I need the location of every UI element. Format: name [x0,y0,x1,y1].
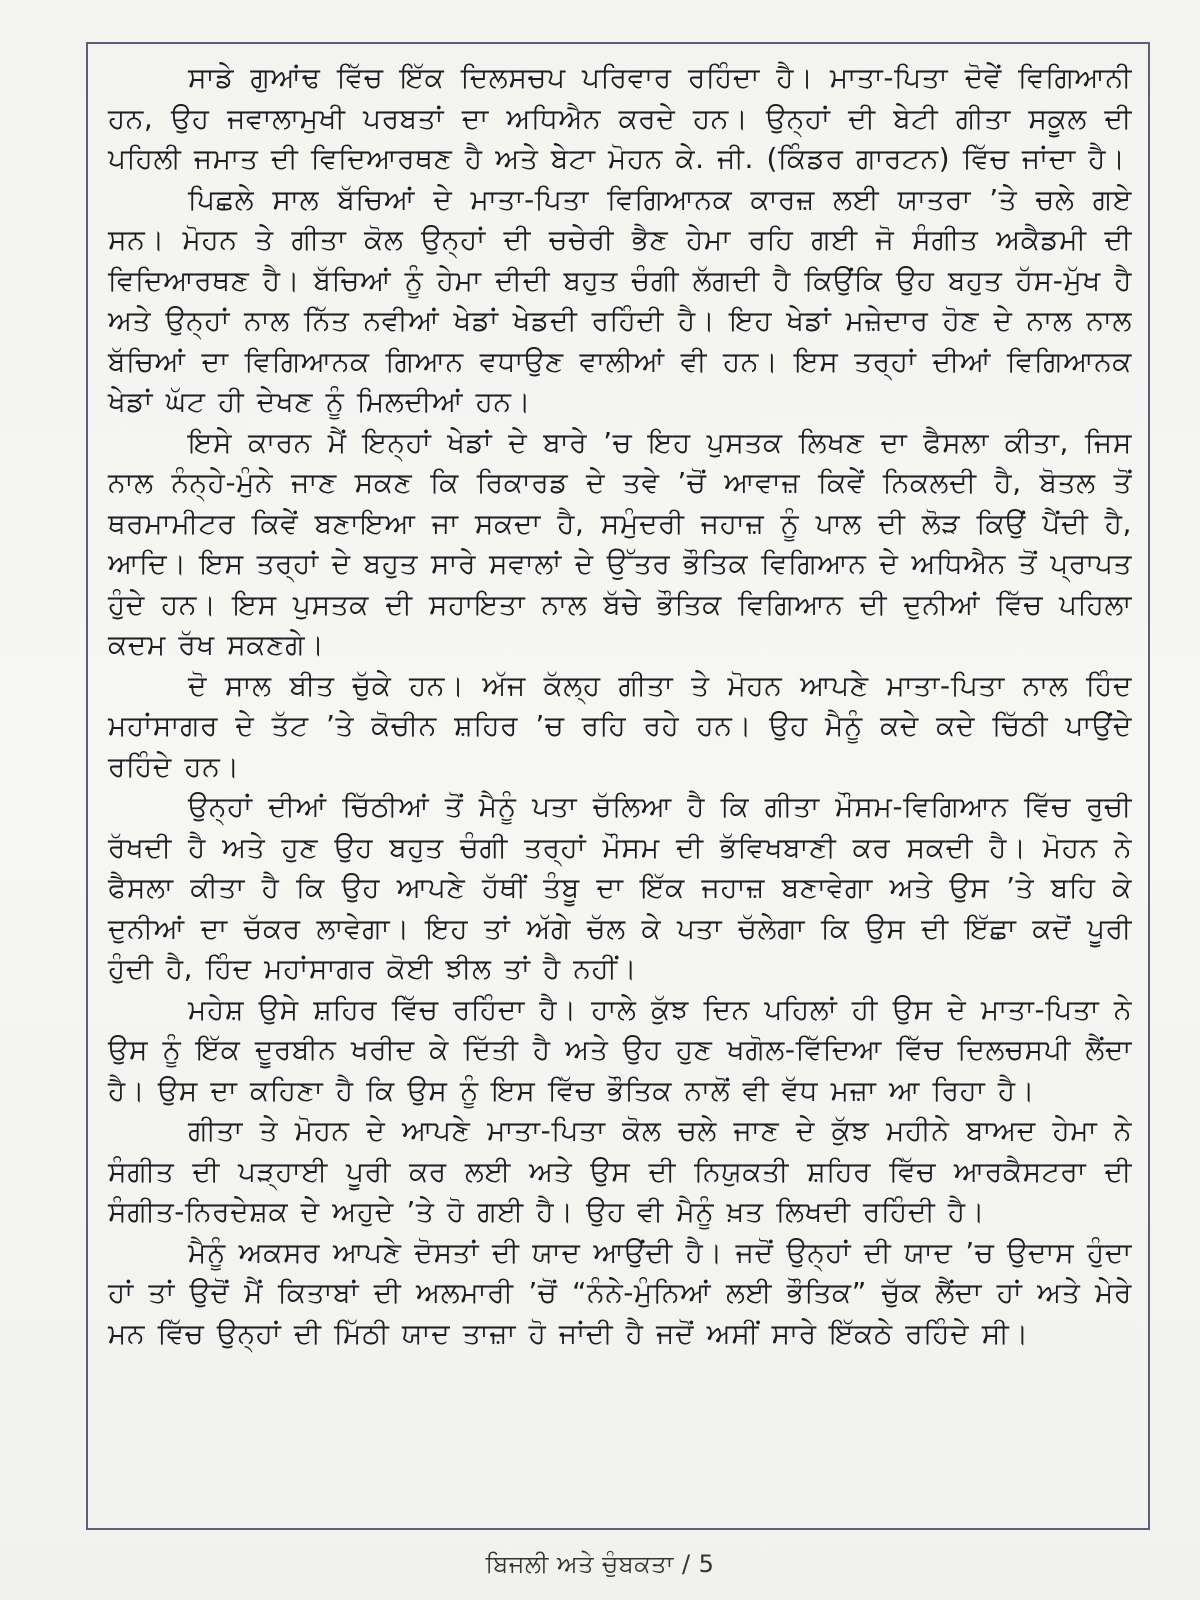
paragraph-5: ਉਨ੍ਹਾਂ ਦੀਆਂ ਚਿੱਠੀਆਂ ਤੋਂ ਮੈਨੂੰ ਪਤਾ ਚੱਲਿਆ ਹੈ ਕਿ ਗੀਤਾ ਮੌਸਮ-ਵਿਗਿਆਨ ਵਿੱਚ ਰੁਚੀ ਰੱਖਦੀ ਹੈ ਅਤੇ ਹੁਣ ਉਹ ਬਹੁਤ ਚੰਗੀ ਤਰ੍ਹਾਂ ਮੌਸਮ ਦੀ ਭੱਵਿਖਬਾਣੀ ਕਰ ਸਕਦੀ ਹੈ। ਮੋਹਨ ਨੇ ਫੈਸਲਾ ਕੀਤਾ ਹੈ ਕਿ ਉਹ ਆਪਣੇ ਹੱਥੀਂ ਤੰਬੂ ਦਾ ਇੱਕ ਜਹਾਜ਼ ਬਣਾਵੇਗਾ ਅਤੇ ਉਸ ’ਤੇ ਬਹਿ ਕੇ ਦੁਨੀਆਂ ਦਾ ਚੱਕਰ ਲਾਵੇਗਾ। ਇਹ ਤਾਂ ਅੱਗੇ ਚੱਲ ਕੇ ਪਤਾ ਚੱਲੇਗਾ ਕਿ ਉਸ ਦੀ ਇੱਛਾ ਕਦੋਂ ਪੂਰੀ ਹੁੰਦੀ ਹੈ, ਹਿੰਦ ਮਹਾਂਸਾਗਰ ਕੋਈ ਝੀਲ ਤਾਂ ਹੈ ਨਹੀਂ। [108,790,1132,985]
paragraph-8: ਮੈਨੂੰ ਅਕਸਰ ਆਪਣੇ ਦੋਸਤਾਂ ਦੀ ਯਾਦ ਆਉਂਦੀ ਹੈ। ਜਦੋਂ ਉਨ੍ਹਾਂ ਦੀ ਯਾਦ ’ਚ ਉਦਾਸ ਹੁੰਦਾ ਹਾਂ ਤਾਂ ਉਦੋਂ ਮੈਂ ਕਿਤਾਬਾਂ ਦੀ ਅਲਮਾਰੀ ’ਚੋਂ “ਨੰਨੇ-ਮੁੰਨਿਆਂ ਲਈ ਭੌਤਿਕ” ਚੁੱਕ ਲੈਂਦਾ ਹਾਂ ਅਤੇ ਮੇਰੇ ਮਨ ਵਿੱਚ ਉਨ੍ਹਾਂ ਦੀ ਮਿੱਠੀ ਯਾਦ ਤਾਜ਼ਾ ਹੋ ਜਾਂਦੀ ਹੈ ਜਦੋਂ ਅਸੀਂ ਸਾਰੇ ਇੱਕਠੇ ਰਹਿੰਦੇ ਸੀ। [108,1235,1132,1350]
body-text [108,58,1132,1354]
paragraph-4: ਦੋ ਸਾਲ ਬੀਤ ਚੁੱਕੇ ਹਨ। ਅੱਜ ਕੱਲ੍ਹ ਗੀਤਾ ਤੇ ਮੋਹਨ ਆਪਣੇ ਮਾਤਾ-ਪਿਤਾ ਨਾਲ ਹਿੰਦ ਮਹਾਂਸਾਗਰ ਦੇ ਤੱਟ ’ਤੇ ਕੋਚੀਨ ਸ਼ਹਿਰ ’ਚ ਰਹਿ ਰਹੇ ਹਨ। ਉਹ ਮੈਨੂੰ ਕਦੇ ਕਦੇ ਚਿੱਠੀ ਪਾਉਂਦੇ ਰਹਿੰਦੇ ਹਨ। [108,668,1132,783]
paragraph-2: ਪਿਛਲੇ ਸਾਲ ਬੱਚਿਆਂ ਦੇ ਮਾਤਾ-ਪਿਤਾ ਵਿਗਿਆਨਕ ਕਾਰਜ਼ ਲਈ ਯਾਤਰਾ ’ਤੇ ਚਲੇ ਗਏ ਸਨ। ਮੋਹਨ ਤੇ ਗੀਤਾ ਕੋਲ ਉਨ੍ਹਾਂ ਦੀ ਚਚੇਰੀ ਭੈਣ ਹੇਮਾ ਰਹਿ ਗਈ ਜੋ ਸੰਗੀਤ ਅਕੈਡਮੀ ਦੀ ਵਿਦਿਆਰਥਣ ਹੈ। ਬੱਚਿਆਂ ਨੂੰ ਹੇਮਾ ਦੀਦੀ ਬਹੁਤ ਚੰਗੀ ਲੱਗਦੀ ਹੈ ਕਿਉਂਕਿ ਉਹ ਬਹੁਤ ਹੱਸ-ਮੁੱਖ ਹੈ ਅਤੇ ਉਨ੍ਹਾਂ ਨਾਲ ਨਿੱਤ ਨਵੀਆਂ ਖੇਡਾਂ ਖੇਡਦੀ ਰਹਿੰਦੀ ਹੈ। ਇਹ ਖੇਡਾਂ ਮਜ਼ੇਦਾਰ ਹੋਣ ਦੇ ਨਾਲ ਨਾਲ ਬੱਚਿਆਂ ਦਾ ਵਿਗਿਆਨਕ ਗਿਆਨ ਵਧਾਉਣ ਵਾਲੀਆਂ ਵੀ ਹਨ। ਇਸ ਤਰ੍ਹਾਂ ਦੀਆਂ ਵਿਗਿਆਨਕ ਖੇਡਾਂ ਘੱਟ ਹੀ ਦੇਖਣ ਨੂੰ ਮਿਲਦੀਆਂ ਹਨ। [108,182,1132,418]
paragraph-1: ਸਾਡੇ ਗੁਆਂਢ ਵਿੱਚ ਇੱਕ ਦਿਲਸਚਪ ਪਰਿਵਾਰ ਰਹਿੰਦਾ ਹੈ। ਮਾਤਾ-ਪਿਤਾ ਦੋਵੇਂ ਵਿਗਿਆਨੀ ਹਨ, ਉਹ ਜਵਾਲਾਮੁਖੀ ਪਰਬਤਾਂ ਦਾ ਅਧਿਐਨ ਕਰਦੇ ਹਨ। ਉਨ੍ਹਾਂ ਦੀ ਬੇਟੀ ਗੀਤਾ ਸਕੂਲ ਦੀ ਪਹਿਲੀ ਜਮਾਤ ਦੀ ਵਿਦਿਆਰਥਣ ਹੈ ਅਤੇ ਬੇਟਾ ਮੋਹਨ ਕੇ. ਜੀ. (ਕਿੰਡਰ ਗਾਰਟਨ) ਵਿੱਚ ਜਾਂਦਾ ਹੈ। [108,61,1132,175]
page-footer: ਬਿਜਲੀ ਅਤੇ ਚੁੰਬਕਤਾ / 5 [485,1550,715,1578]
page-border-frame [86,42,1150,1530]
paragraph-6: ਮਹੇਸ਼ ਉਸੇ ਸ਼ਹਿਰ ਵਿੱਚ ਰਹਿੰਦਾ ਹੈ। ਹਾਲੇ ਕੁੱਝ ਦਿਨ ਪਹਿਲਾਂ ਹੀ ਉਸ ਦੇ ਮਾਤਾ-ਪਿਤਾ ਨੇ ਉਸ ਨੂੰ ਇੱਕ ਦੂਰਬੀਨ ਖਰੀਦ ਕੇ ਦਿੱਤੀ ਹੈ ਅਤੇ ਉਹ ਹੁਣ ਖਗੋਲ-ਵਿੱਦਿਆ ਵਿੱਚ ਦਿਲਚਸਪੀ ਲੈਂਦਾ ਹੈ। ਉਸ ਦਾ ਕਹਿਣਾ ਹੈ ਕਿ ਉਸ ਨੂੰ ਇਸ ਵਿੱਚ ਭੌਤਿਕ ਨਾਲੋਂ ਵੀ ਵੱਧ ਮਜ਼ਾ ਆ ਰਿਹਾ ਹੈ। [108,992,1132,1107]
paragraph-7: ਗੀਤਾ ਤੇ ਮੋਹਨ ਦੇ ਆਪਣੇ ਮਾਤਾ-ਪਿਤਾ ਕੋਲ ਚਲੇ ਜਾਣ ਦੇ ਕੁੱਝ ਮਹੀਨੇ ਬਾਅਦ ਹੇਮਾ ਨੇ ਸੰਗੀਤ ਦੀ ਪੜ੍ਹਾਈ ਪੂਰੀ ਕਰ ਲਈ ਅਤੇ ਉਸ ਦੀ ਨਿਯੁਕਤੀ ਸ਼ਹਿਰ ਵਿੱਚ ਆਰਕੈਸਟਰਾ ਦੀ ਸੰਗੀਤ-ਨਿਰਦੇਸ਼ਕ ਦੇ ਅਹੁਦੇ ’ਤੇ ਹੋ ਗਈ ਹੈ। ਉਹ ਵੀ ਮੈਨੂੰ ਖ਼ਤ ਲਿਖਦੀ ਰਹਿੰਦੀ ਹੈ। [108,1114,1132,1228]
paragraph-3: ਇਸੇ ਕਾਰਨ ਮੈਂ ਇਨ੍ਹਾਂ ਖੇਡਾਂ ਦੇ ਬਾਰੇ ’ਚ ਇਹ ਪੁਸਤਕ ਲਿਖਣ ਦਾ ਫੈਸਲਾ ਕੀਤਾ, ਜਿਸ ਨਾਲ ਨੰਨ੍ਹੇ-ਮੁੰਨੇ ਜਾਣ ਸਕਣ ਕਿ ਰਿਕਾਰਡ ਦੇ ਤਵੇ ’ਚੋਂ ਆਵਾਜ਼ ਕਿਵੇਂ ਨਿਕਲਦੀ ਹੈ, ਬੋਤਲ ਤੋਂ ਥਰਮਾਮੀਟਰ ਕਿਵੇਂ ਬਣਾਇਆ ਜਾ ਸਕਦਾ ਹੈ, ਸਮੁੰਦਰੀ ਜਹਾਜ਼ ਨੂੰ ਪਾਲ ਦੀ ਲੋੜ ਕਿਉਂ ਪੈਂਦੀ ਹੈ, ਆਦਿ। ਇਸ ਤਰ੍ਹਾਂ ਦੇ ਬਹੁਤ ਸਾਰੇ ਸਵਾਲਾਂ ਦੇ ਉੱਤਰ ਭੌਤਿਕ ਵਿਗਿਆਨ ਦੇ ਅਧਿਐਨ ਤੋਂ ਪ੍ਰਾਪਤ ਹੁੰਦੇ ਹਨ। ਇਸ ਪੁਸਤਕ ਦੀ ਸਹਾਇਤਾ ਨਾਲ ਬੱਚੇ ਭੌਤਿਕ ਵਿਗਿਆਨ ਦੀ ਦੁਨੀਆਂ ਵਿੱਚ ਪਹਿਲਾ ਕਦਮ ਰੱਖ ਸਕਣਗੇ। [108,425,1132,661]
